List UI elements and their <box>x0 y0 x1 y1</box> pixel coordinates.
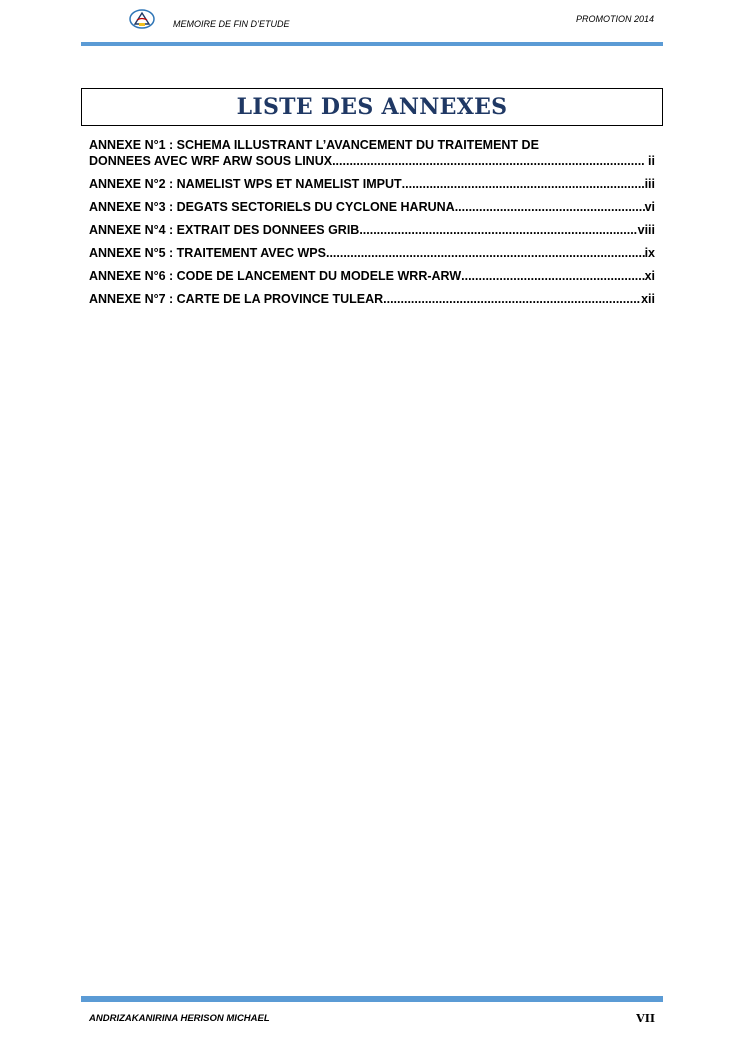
annex-entry-4-text: ANNEXE N°4 : EXTRAIT DES DONNEES GRIB <box>89 223 360 237</box>
annex-entry-2[interactable] <box>89 176 655 192</box>
dot-leader <box>359 222 637 238</box>
footer-author: ANDRIZAKANIRINA HERISON MICHAEL <box>89 1013 270 1024</box>
annex-entry-1-page: ii <box>648 154 655 168</box>
annex-entry-1-text: DONNEES AVEC WRF ARW SOUS LINUX <box>89 154 333 168</box>
annex-entry-5[interactable] <box>89 245 655 261</box>
footer-divider <box>81 996 663 1002</box>
dot-leader <box>326 245 645 261</box>
annex-entry-1[interactable] <box>89 137 655 169</box>
title-box <box>81 88 663 126</box>
annex-entry-5-text: ANNEXE N°5 : TRAITEMENT AVEC WPS <box>89 246 326 260</box>
annex-entry-7-page: xii <box>641 292 655 306</box>
header-divider <box>81 42 663 46</box>
annex-entry-4-page: viii <box>637 223 655 237</box>
annex-entry-7[interactable] <box>89 291 655 307</box>
header-document-title: MEMOIRE DE FIN D’ETUDE <box>173 19 290 29</box>
institution-logo-icon <box>128 8 156 30</box>
page-title: LISTE DES ANNEXES <box>236 94 508 120</box>
annex-entry-3[interactable] <box>89 199 655 215</box>
dot-leader <box>455 199 645 215</box>
annex-entry-4[interactable] <box>89 222 655 238</box>
dot-leader <box>461 268 644 284</box>
dot-leader <box>383 291 641 307</box>
annex-entry-2-page: iii <box>644 177 655 191</box>
annex-entry-6[interactable] <box>89 268 655 284</box>
annex-entry-6-text: ANNEXE N°6 : CODE DE LANCEMENT DU MODELE WRR-ARW <box>89 269 462 283</box>
annex-entry-3-page: vi <box>644 200 655 214</box>
annex-entry-6-page: xi <box>644 269 655 283</box>
annex-entry-7-text: ANNEXE N°7 : CARTE DE LA PROVINCE TULEAR <box>89 292 384 306</box>
dot-leader <box>332 153 644 169</box>
annex-list <box>89 137 655 314</box>
annex-entry-1-line1: ANNEXE N°1 : SCHEMA ILLUSTRANT L’AVANCEMENT DU TRAITEMENT DE <box>89 138 539 152</box>
header-promotion: PROMOTION 2014 <box>575 14 654 24</box>
annex-entry-5-page: ix <box>644 246 655 260</box>
footer-page-number: VII <box>636 1012 655 1025</box>
annex-entry-2-text: ANNEXE N°2 : NAMELIST WPS ET NAMELIST IMPUT <box>89 177 402 191</box>
dot-leader <box>402 176 645 192</box>
annex-entry-3-text: ANNEXE N°3 : DEGATS SECTORIELS DU CYCLONE HARUNA <box>89 200 455 214</box>
